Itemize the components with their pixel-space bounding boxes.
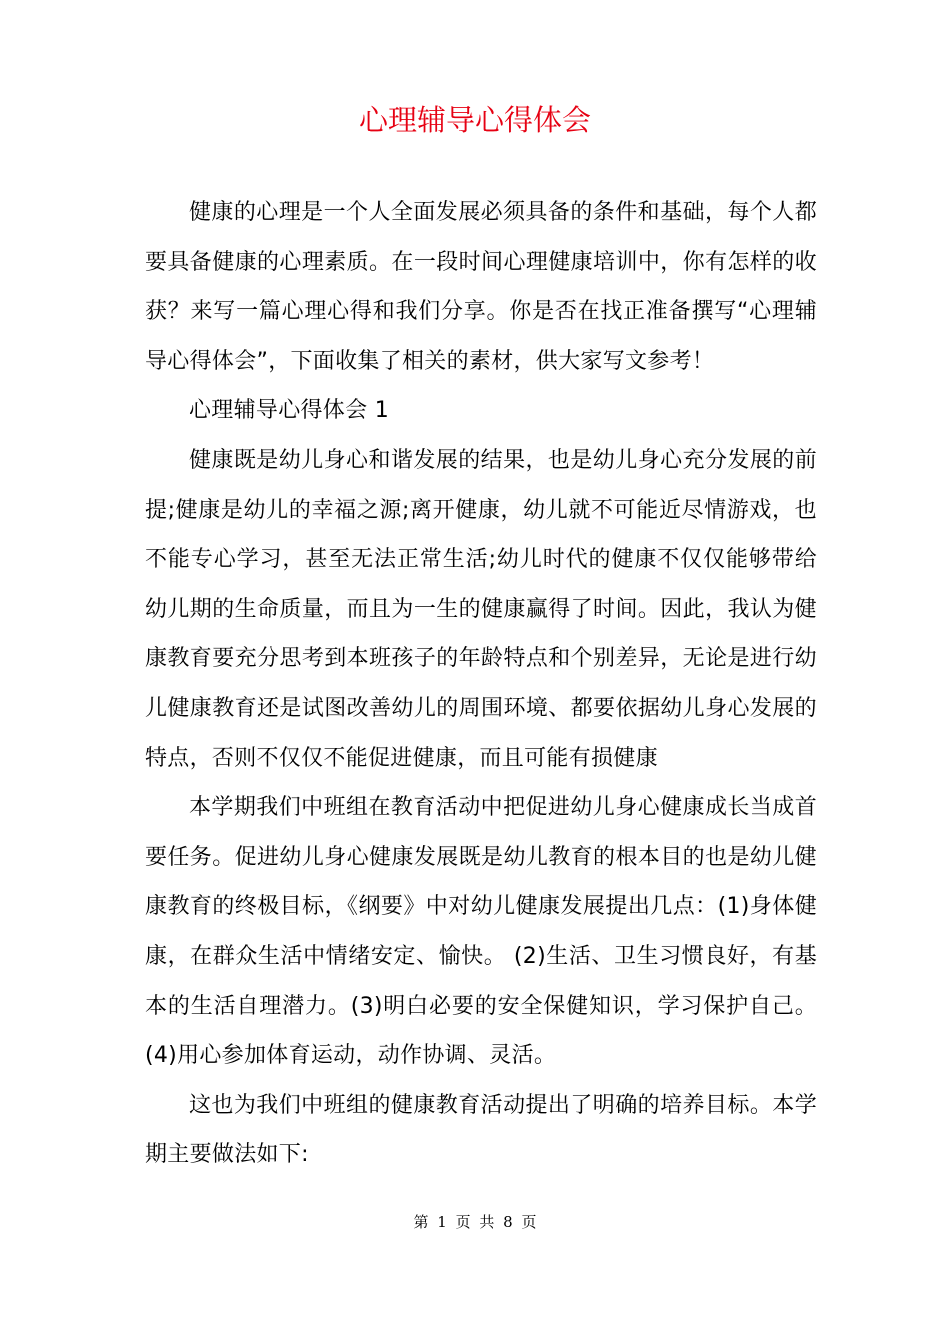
section-heading: 心理辅导心得体会 1 xyxy=(189,398,389,424)
document-title: 心理辅导心得体会 xyxy=(358,103,591,137)
body-paragraph: 这也为我们中班组的健康教育活动提出了明确的培养目标。本学期主要做法如下: xyxy=(145,1092,817,1168)
body-paragraph: 本学期我们中班组在教育活动中把促进幼儿身心健康成长当成首要任务。促进幼儿身心健康发展既是幼儿教育的根本目的也是幼儿健康教育的终极目标，《纲要》中对幼儿健康发展提出几点：(1)身体健康，在群众生活中情绪安定、愉快。 (2)生活、卫生习惯良好，有基本的生活自理潜力。(3)明白必要的安全保健知识，学习保护自己。(4)用心参加体育运动，动作协调、灵活。 xyxy=(145,795,817,1069)
intro-paragraph: 健康的心理是一个人全面发展必须具备的条件和基础，每个人都要具备健康的心理素质。在一段时间心理健康培训中，你有怎样的收获？来写一篇心理心得和我们分享。你是否在找正准备撰写“心理辅导心得体会”，下面收集了相关的素材，供大家写文参考！ xyxy=(145,200,817,374)
page-number-footer: 第 1 页 共 8 页 xyxy=(413,1213,537,1231)
body-paragraph: 健康既是幼儿身心和谐发展的结果，也是幼儿身心充分发展的前提;健康是幼儿的幸福之源;离开健康，幼儿就不可能近尽情游戏，也不能专心学习，甚至无法正常生活;幼儿时代的健康不仅仅能够带给幼儿期的生命质量，而且为一生的健康赢得了时间。因此，我认为健康教育要充分思考到本班孩子的年龄特点和个别差异，无论是进行幼儿健康教育还是试图改善幼儿的周围环境、都要依据幼儿身心发展的特点，否则不仅仅不能促进健康，而且可能有损健康 xyxy=(145,447,817,771)
document-body xyxy=(145,188,817,1180)
